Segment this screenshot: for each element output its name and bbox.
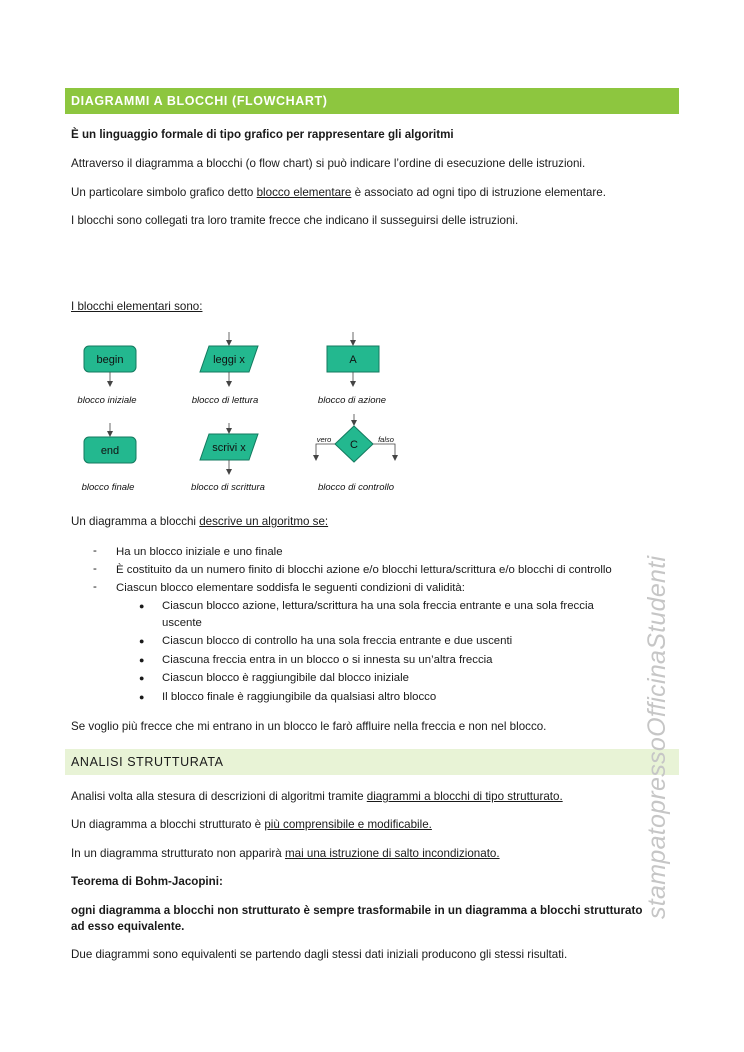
write-caption: blocco di scrittura bbox=[191, 482, 265, 493]
underlined-term: mai una istruzione di salto incondizionato. bbox=[284, 847, 500, 860]
text-part: In un diagramma strutturato non apparirà bbox=[71, 847, 285, 860]
definition-bold: È un linguaggio formale di tipo grafico per rappresentare gli algoritmi bbox=[71, 128, 454, 141]
elementary-blocks-title: I blocchi elementari sono: bbox=[71, 300, 203, 313]
text-part: è associato ad ogni tipo di istruzione elementare. bbox=[351, 186, 606, 199]
paragraph-structured-diagram bbox=[71, 817, 671, 833]
theorem-body: ogni diagramma a blocchi non strutturato è sempre trasformabile in un diagramma a blocchi strutturato ad esso equivalente. bbox=[71, 904, 643, 933]
bullet-marker: ● bbox=[139, 636, 145, 646]
write-label: scrivi x bbox=[212, 442, 246, 454]
text-part: Analisi volta alla stesura di descrizioni di algoritmi tramite bbox=[71, 790, 367, 803]
text-part: Un particolare simbolo grafico detto bbox=[71, 186, 257, 199]
dash-marker: - bbox=[93, 562, 97, 575]
bullet-item: Ciascun blocco azione, lettura/scrittura ha una sola freccia entrante e una sola freccia uscente bbox=[162, 600, 594, 629]
bullet-item: Ciascuna freccia entra in un blocco o si innesta su un’altra freccia bbox=[162, 654, 493, 666]
validity-intro bbox=[71, 514, 671, 530]
read-caption: blocco di lettura bbox=[191, 395, 259, 406]
underlined-term: descrive un algoritmo se: bbox=[199, 515, 329, 528]
elementary-blocks-diagram bbox=[0, 0, 744, 520]
paragraph-order: Attraverso il diagramma a blocchi (o flow chart) si può indicare l’ordine di esecuzione delle istruzioni. bbox=[71, 157, 586, 170]
bullet-item: Il blocco finale è raggiungibile da qualsiasi altro blocco bbox=[162, 691, 437, 703]
theorem-title: Teorema di Bohm-Jacopini: bbox=[71, 875, 223, 888]
control-false-label: falso bbox=[378, 435, 394, 444]
begin-label: begin bbox=[96, 354, 124, 366]
text-part: Un diagramma a blocchi strutturato è bbox=[71, 818, 265, 831]
dash-item: Ciascun blocco elementare soddisfa le seguenti condizioni di validità: bbox=[116, 582, 465, 594]
text-part: Un diagramma a blocchi bbox=[71, 515, 200, 528]
read-label: leggi x bbox=[213, 354, 245, 366]
bullet-marker: ● bbox=[139, 692, 145, 702]
bullet-marker: ● bbox=[139, 673, 145, 683]
action-caption: blocco di azione bbox=[317, 395, 387, 406]
section-header-structured-analysis: ANALISI STRUTTURATA bbox=[65, 749, 679, 775]
paragraph-no-goto bbox=[71, 846, 671, 862]
section-header-flowchart: DIAGRAMMI A BLOCCHI (FLOWCHART) bbox=[65, 88, 679, 114]
paragraph-arrows: I blocchi sono collegati tra loro tramite frecce che indicano il susseguirsi delle istruzioni. bbox=[71, 214, 519, 227]
multiple-arrows-note: Se voglio più frecce che mi entrano in un blocco le farò affluire nella freccia e non nel blocco. bbox=[71, 720, 547, 733]
end-caption: blocco finale bbox=[81, 482, 135, 493]
dash-item: È costituito da un numero finito di blocchi azione e/o blocchi lettura/scrittura e/o blocchi di controllo bbox=[116, 564, 612, 576]
bullet-item: Ciascun blocco è raggiungibile dal blocco iniziale bbox=[162, 672, 409, 684]
control-block bbox=[316, 414, 395, 462]
bullet-marker: ● bbox=[139, 601, 145, 611]
control-label: C bbox=[350, 439, 358, 451]
bullet-marker: ● bbox=[139, 655, 145, 665]
watermark-text: stampatopressoOfficinaStudenti bbox=[643, 555, 671, 919]
underlined-term: più comprensibile e modificabile. bbox=[264, 818, 432, 831]
begin-caption: blocco iniziale bbox=[77, 395, 137, 406]
begin-block bbox=[84, 346, 136, 386]
underlined-term: diagrammi a blocchi di tipo strutturato. bbox=[366, 790, 563, 803]
action-label: A bbox=[349, 354, 357, 366]
paragraph-structured-analysis bbox=[71, 789, 671, 805]
end-label: end bbox=[100, 445, 120, 457]
underlined-term: blocco elementare bbox=[256, 186, 352, 199]
dash-marker: - bbox=[93, 544, 97, 557]
control-caption: blocco di controllo bbox=[317, 482, 395, 493]
bullet-item: Ciascun blocco di controllo ha una sola freccia entrante e due uscenti bbox=[162, 635, 513, 647]
dash-marker: - bbox=[93, 580, 97, 593]
end-block bbox=[84, 423, 136, 463]
write-block bbox=[200, 423, 258, 474]
control-true-label: vero bbox=[316, 435, 332, 444]
dash-item: Ha un blocco iniziale e uno finale bbox=[116, 546, 283, 558]
read-block bbox=[200, 332, 258, 386]
paragraph-equivalence: Due diagrammi sono equivalenti se partendo dagli stessi dati iniziali producono gli stessi risultati. bbox=[71, 948, 568, 961]
action-block bbox=[327, 332, 379, 386]
